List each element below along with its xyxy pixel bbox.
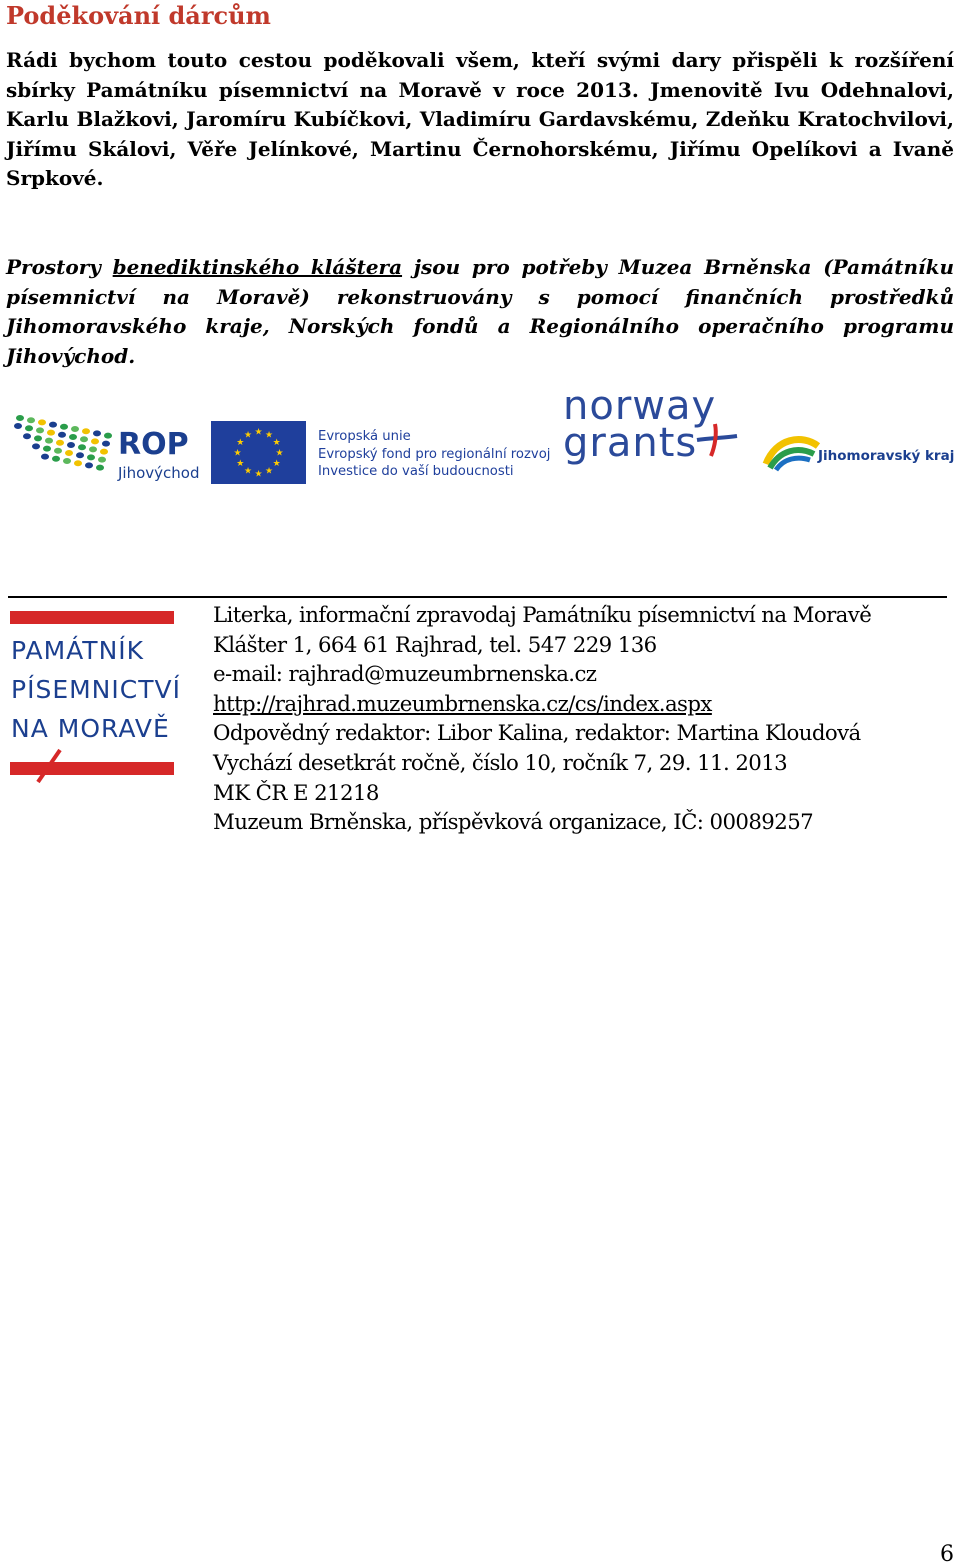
rop-logo-subtitle: Jihovýchod (118, 464, 200, 482)
rop-dot-icon (36, 427, 44, 433)
eu-star-icon: ★ (236, 459, 245, 469)
colophon-email[interactable]: e-mail: rajhrad@muzeumbrnenska.cz (213, 662, 597, 688)
eu-star-icon: ★ (254, 427, 263, 438)
rop-dot-icon (69, 434, 77, 440)
jmk-label: Jihomoravský kraj (818, 448, 955, 464)
rop-dot-icon (89, 446, 97, 452)
rop-dot-icon (65, 450, 73, 456)
rop-dot-icon (96, 465, 104, 471)
pamatnik-top-bar (10, 611, 174, 624)
rop-dot-icon (34, 435, 42, 441)
rop-dot-icon (82, 428, 90, 434)
rop-dot-icon (49, 422, 57, 428)
eu-star-icon: ★ (264, 430, 274, 441)
eu-flag-icon (211, 421, 306, 484)
rop-dot-icon (52, 456, 60, 462)
eu-line-2: Evropský fond pro regionální rozvoj (318, 446, 551, 462)
colophon-registration: MK ČR E 21218 (213, 780, 379, 806)
rop-logo-title: ROP (118, 427, 189, 462)
colophon-title: Literka, informační zpravodaj Památníku písemnictví na Moravě (213, 603, 872, 628)
jmk-swoosh-icon (762, 428, 822, 472)
rop-dot-icon (58, 432, 66, 438)
funding-paragraph (6, 253, 954, 371)
eu-line-1: Evropská unie (318, 429, 411, 444)
eu-star-icon: ★ (243, 430, 253, 441)
rop-dot-icon (85, 462, 93, 468)
funding-text-end: jsou pro potřeby Muzea Brněnska (Památníku písemnictví na Moravě) rekonstruovány s pomocí finančních prostředků Jihomoravského kraje, Norských fondů a Regionálního operačního programu Jihovýchod. (6, 255, 955, 368)
eu-star-icon: ★ (272, 459, 281, 469)
rop-dot-icon (41, 454, 49, 460)
rop-dot-icon (76, 452, 84, 458)
rop-dot-icon (63, 458, 71, 464)
eu-star-icon: ★ (236, 438, 245, 448)
eu-star-icon: ★ (272, 438, 281, 448)
eu-logo-text (318, 428, 550, 481)
rop-dot-icon (27, 417, 35, 423)
eu-star-icon: ★ (264, 466, 274, 477)
rop-dot-icon (56, 440, 64, 446)
rop-dot-icon (91, 438, 99, 444)
rop-dot-icon (87, 454, 95, 460)
rop-dot-icon (104, 433, 112, 439)
funding-text-start: Prostory (6, 255, 113, 279)
rop-dot-icon (43, 446, 51, 452)
rop-dot-icon (98, 457, 106, 463)
colophon-address: Klášter 1, 664 61 Rajhrad, tel. 547 229 136 (213, 632, 657, 658)
section-divider (8, 596, 947, 598)
rop-dot-icon (67, 442, 75, 448)
colophon-editors: Odpovědný redaktor: Libor Kalina, redaktor: Martina Kloudová (213, 721, 861, 747)
pamatnik-logo-line-2: PÍSEMNICTVÍ (11, 675, 181, 704)
pamatnik-red-swoosh-icon (10, 744, 176, 784)
monastery-underlined: benediktinského kláštera (112, 255, 403, 279)
rop-dot-icon (38, 419, 46, 425)
rop-dot-icon (45, 438, 53, 444)
eu-star-icon: ★ (275, 448, 284, 459)
rop-dot-icon (74, 460, 82, 466)
pamatnik-logo-line-1: PAMÁTNÍK (11, 636, 145, 665)
rop-dot-icon (100, 449, 108, 455)
page-heading: Poděkování dárcům (6, 1, 271, 30)
pamatnik-logo-line-3: NA MORAVĚ (11, 714, 170, 743)
rop-dot-icon (23, 433, 31, 439)
rop-dot-icon (60, 424, 68, 430)
rop-dot-icon (71, 426, 79, 432)
rop-dot-icon (102, 441, 110, 447)
rop-dot-icon (80, 436, 88, 442)
rop-dot-icon (25, 425, 33, 431)
eu-line-3: Investice do vaší budoucnosti (318, 464, 514, 479)
eu-star-icon: ★ (254, 469, 263, 480)
rop-dot-icon (54, 448, 62, 454)
eu-star-icon: ★ (233, 448, 242, 459)
colophon (213, 601, 871, 838)
rop-dot-icon (16, 415, 24, 421)
norway-word: norway (563, 383, 717, 429)
page-number: 6 (940, 1542, 954, 1567)
colophon-issue-info: Vychází desetkrát ročně, číslo 10, ročník 7, 29. 11. 2013 (213, 750, 788, 776)
thanks-paragraph: Rádi bychom touto cestou poděkovali všem, kteří svými dary přispěli k rozšíření sbírky Památníku písemnictví na Moravě v roce 2013. Jmenovitě Ivu Odehnalovi, Karlu Blažkovi, Jaromíru Kubíčkovi, Vladimíru Gardavskému, Zdeňku Kratochvilovi, Jiřímu Skálovi, Věře Jelínkové, Martinu Černohorskému, Jiřímu Opelíkovi a Ivaně Srpkové. (6, 48, 954, 190)
colophon-website-link[interactable]: http://rajhrad.muzeumbrnenska.cz/cs/index.aspx (213, 691, 712, 717)
grants-word: grants (563, 420, 698, 466)
rop-dot-icon (14, 423, 22, 429)
rop-dot-icon (78, 444, 86, 450)
rop-dot-icon (93, 430, 101, 436)
eu-star-icon: ★ (243, 466, 253, 477)
rop-dot-icon (32, 443, 40, 449)
norway-cross-icon (693, 418, 739, 458)
rop-dot-icon (47, 430, 55, 436)
colophon-publisher: Muzeum Brněnska, příspěvková organizace, IČ: 00089257 (213, 810, 814, 836)
